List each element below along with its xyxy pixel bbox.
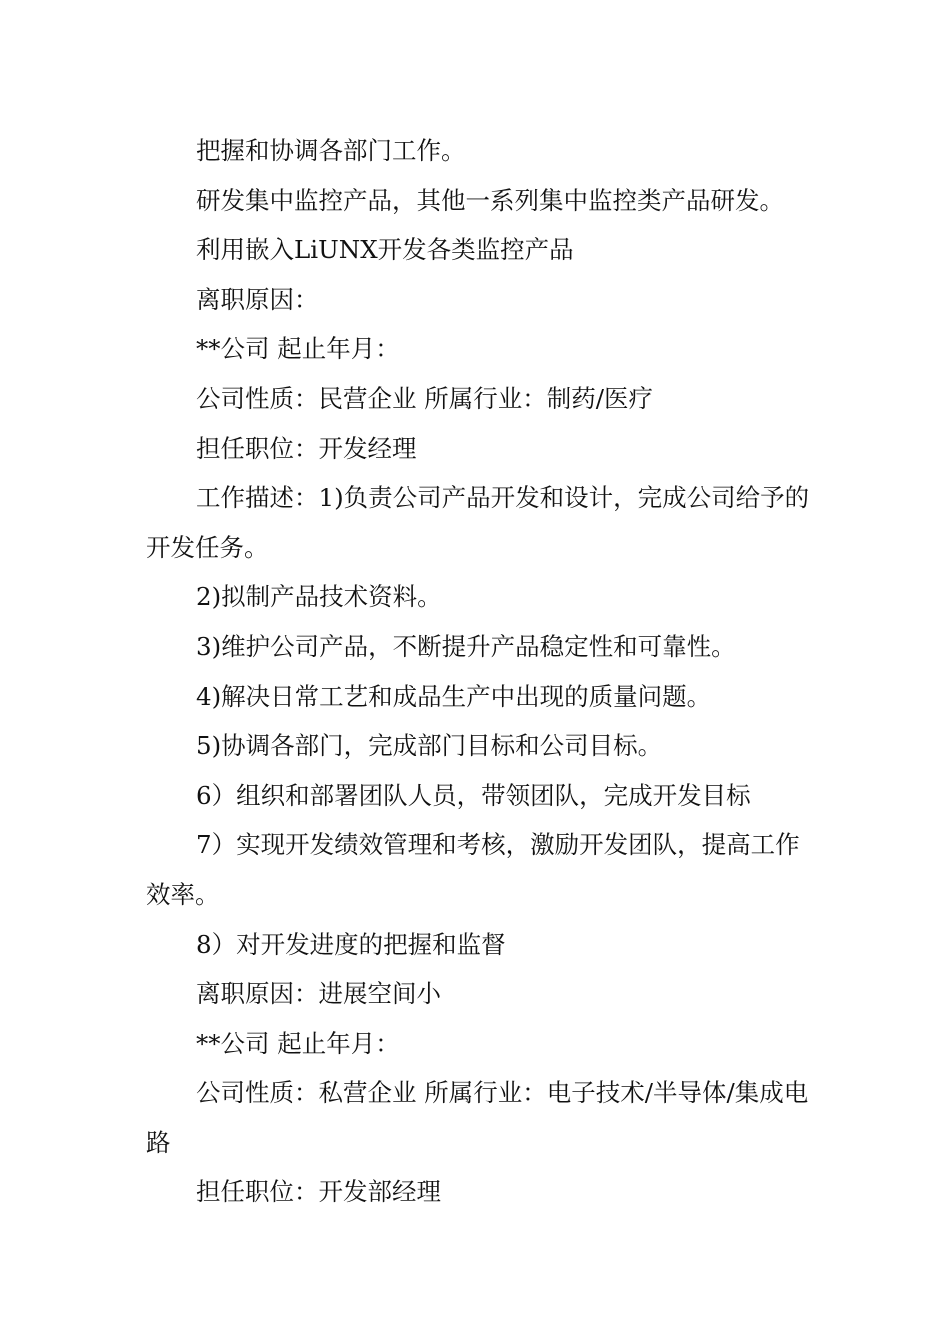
paragraph-leaving-reason-2: 离职原因：进展空间小 [196,979,441,1009]
paragraph-embedded-linux: 利用嵌入LiUNX开发各类监控产品 [196,235,574,265]
paragraph-duty-7: 7）实现开发绩效管理和考核，激励开发团队，提高工作效率。 [146,830,800,909]
paragraph-leaving-reason: 离职原因： [196,284,319,314]
paragraph-company-period: **公司 起止年月： [196,334,400,364]
paragraph-duty-2: 2)拟制产品技术资料。 [196,582,442,612]
paragraph-position: 担任职位：开发经理 [196,433,417,463]
paragraph-duty-5: 5)协调各部门，完成部门目标和公司目标。 [196,731,663,761]
document-page [146,126,811,1217]
paragraph-duty-4: 4)解决日常工艺和成品生产中出现的质量问题。 [196,681,712,711]
paragraph-job-description: 工作描述：1)负责公司产品开发和设计，完成公司给予的开发任务。 [146,483,810,562]
paragraph-duty-3: 3)维护公司产品，不断提升产品稳定性和可靠性。 [196,631,736,661]
paragraph-duty-6: 6）组织和部署团队人员，带领团队，完成开发目标 [196,780,751,810]
paragraph-duties-coordination: 把握和协调各部门工作。 [196,136,466,165]
paragraph-company-nature-2: 公司性质：私营企业 所属行业：电子技术/半导体/集成电路 [146,1078,809,1157]
paragraph-company-nature: 公司性质：民营企业 所属行业：制药/医疗 [196,383,654,413]
paragraph-company-period-2: **公司 起止年月： [196,1028,400,1058]
paragraph-rd-monitoring-products: 研发集中监控产品，其他一系列集中监控类产品研发。 [196,185,784,215]
paragraph-duty-8: 8）对开发进度的把握和监督 [196,929,506,959]
paragraph-position-2: 担任职位：开发部经理 [196,1177,441,1207]
